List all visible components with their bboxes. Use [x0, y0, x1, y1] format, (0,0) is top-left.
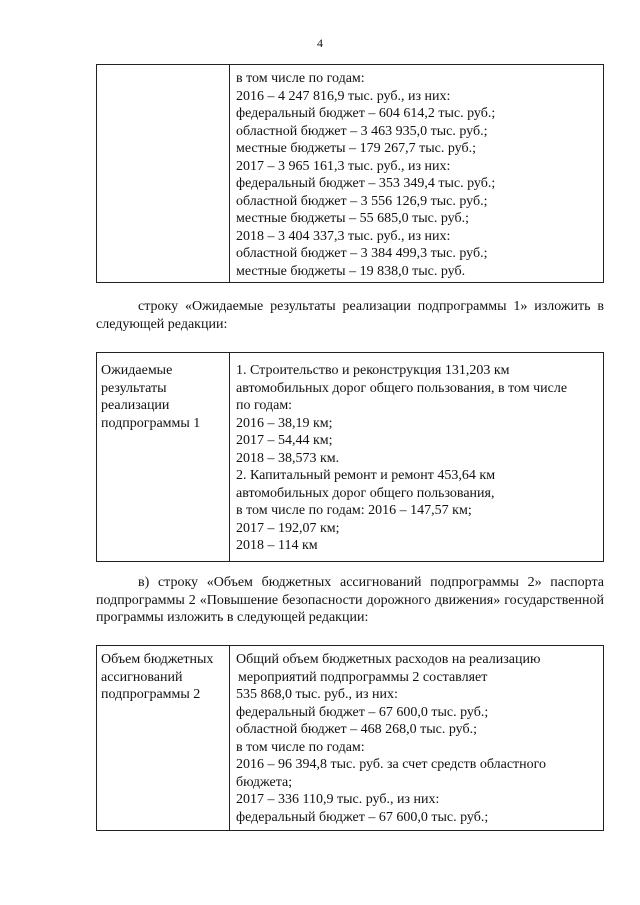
table-line: 2016 – 38,19 км;: [236, 415, 333, 431]
table-line: областной бюджет – 3 463 935,0 тыс. руб.;: [236, 123, 488, 139]
table-line: 2018 – 3 404 337,3 тыс. руб., из них:: [236, 228, 451, 244]
table-value-cell: [230, 353, 604, 562]
table-label-line: ассигнований: [101, 669, 183, 685]
table-line: 2. Капитальный ремонт и ремонт 453,64 км: [236, 468, 496, 483]
table-row: [97, 65, 604, 283]
table-line: в том числе по годам:: [236, 739, 365, 755]
budget-allocations-table: [96, 645, 604, 831]
table-line: местные бюджеты – 179 267,7 тыс. руб.;: [236, 141, 476, 156]
table-value-cell: [230, 65, 604, 283]
table-label-line: подпрограммы 1: [101, 415, 201, 431]
table-row: [97, 353, 604, 562]
table-line: областной бюджет – 3 384 499,3 тыс. руб.;: [236, 246, 488, 261]
table-line: 2018 – 114 км: [236, 538, 318, 553]
table-label-line: Ожидаемые: [101, 363, 173, 378]
table-line: 2017 – 3 965 161,3 тыс. руб., из них:: [236, 158, 451, 174]
table-line: областной бюджет – 468 268,0 тыс. руб.;: [236, 722, 477, 737]
table-label-cell: [97, 65, 230, 283]
table-line: 2017 – 54,44 км;: [236, 433, 333, 448]
table-label-line: Объем бюджетных: [101, 652, 214, 667]
amendment-paragraph-2: [96, 574, 604, 627]
table-row: [97, 646, 604, 831]
table-line: 2016 – 4 247 816,9 тыс. руб., из них:: [236, 88, 451, 104]
table-line: местные бюджеты – 55 685,0 тыс. руб.;: [236, 211, 469, 226]
table-line: автомобильных дорог общего пользования,: [236, 485, 495, 501]
table-line: 535 868,0 тыс. руб., из них:: [236, 687, 398, 702]
paragraph-text: строку «Ожидаемые результаты реализации подпрограммы 1» изложить в следующей редакции:: [96, 299, 604, 332]
page-number: 4: [317, 36, 323, 50]
table-line: федеральный бюджет – 67 600,0 тыс. руб.;: [236, 704, 489, 720]
expected-results-table: [96, 352, 604, 562]
table-line: в том числе по годам:: [236, 71, 365, 86]
table-line: автомобильных дорог общего пользования, в том числе: [236, 380, 568, 396]
table-line: 2016 – 96 394,8 тыс. руб. за счет средств областного: [236, 757, 547, 772]
table-line: 2017 – 192,07 км;: [236, 520, 340, 536]
table-label-line: реализации: [101, 398, 170, 413]
table-value-cell: [230, 646, 604, 831]
table-label-line: результаты: [101, 380, 167, 396]
table-line: областной бюджет – 3 556 126,9 тыс. руб.;: [236, 193, 488, 209]
budget-table-continued: [96, 64, 604, 283]
table-label-line: подпрограммы 2: [101, 687, 201, 702]
table-line: в том числе по годам: 2016 – 147,57 км;: [236, 503, 472, 518]
table-line: федеральный бюджет – 604 614,2 тыс. руб.;: [236, 106, 496, 121]
table-line: по годам:: [236, 398, 293, 413]
amendment-paragraph-1: [96, 298, 604, 333]
table-line: местные бюджеты – 19 838,0 тыс. руб.: [236, 263, 466, 279]
paragraph-text: в) строку «Объем бюджетных ассигнований подпрограммы 2» паспорта подпрограммы 2 «Повышение безопасности дорожного движения» государственной программы изложить в следующей редакции:: [96, 575, 604, 625]
table-label-cell: [97, 646, 230, 831]
table-line: бюджета;: [236, 774, 293, 790]
table-label-cell: [97, 353, 230, 562]
table-line: 1. Строительство и реконструкция 131,203 км: [236, 363, 510, 378]
table-line: 2018 – 38,573 км.: [236, 450, 340, 466]
table-line: федеральный бюджет – 67 600,0 тыс. руб.;: [236, 809, 489, 825]
table-line: мероприятий подпрограммы 2 составляет: [238, 669, 488, 685]
table-line: Общий объем бюджетных расходов на реализацию: [236, 652, 541, 667]
table-line: федеральный бюджет – 353 349,4 тыс. руб.;: [236, 176, 496, 191]
table-line: 2017 – 336 110,9 тыс. руб., из них:: [236, 792, 440, 807]
